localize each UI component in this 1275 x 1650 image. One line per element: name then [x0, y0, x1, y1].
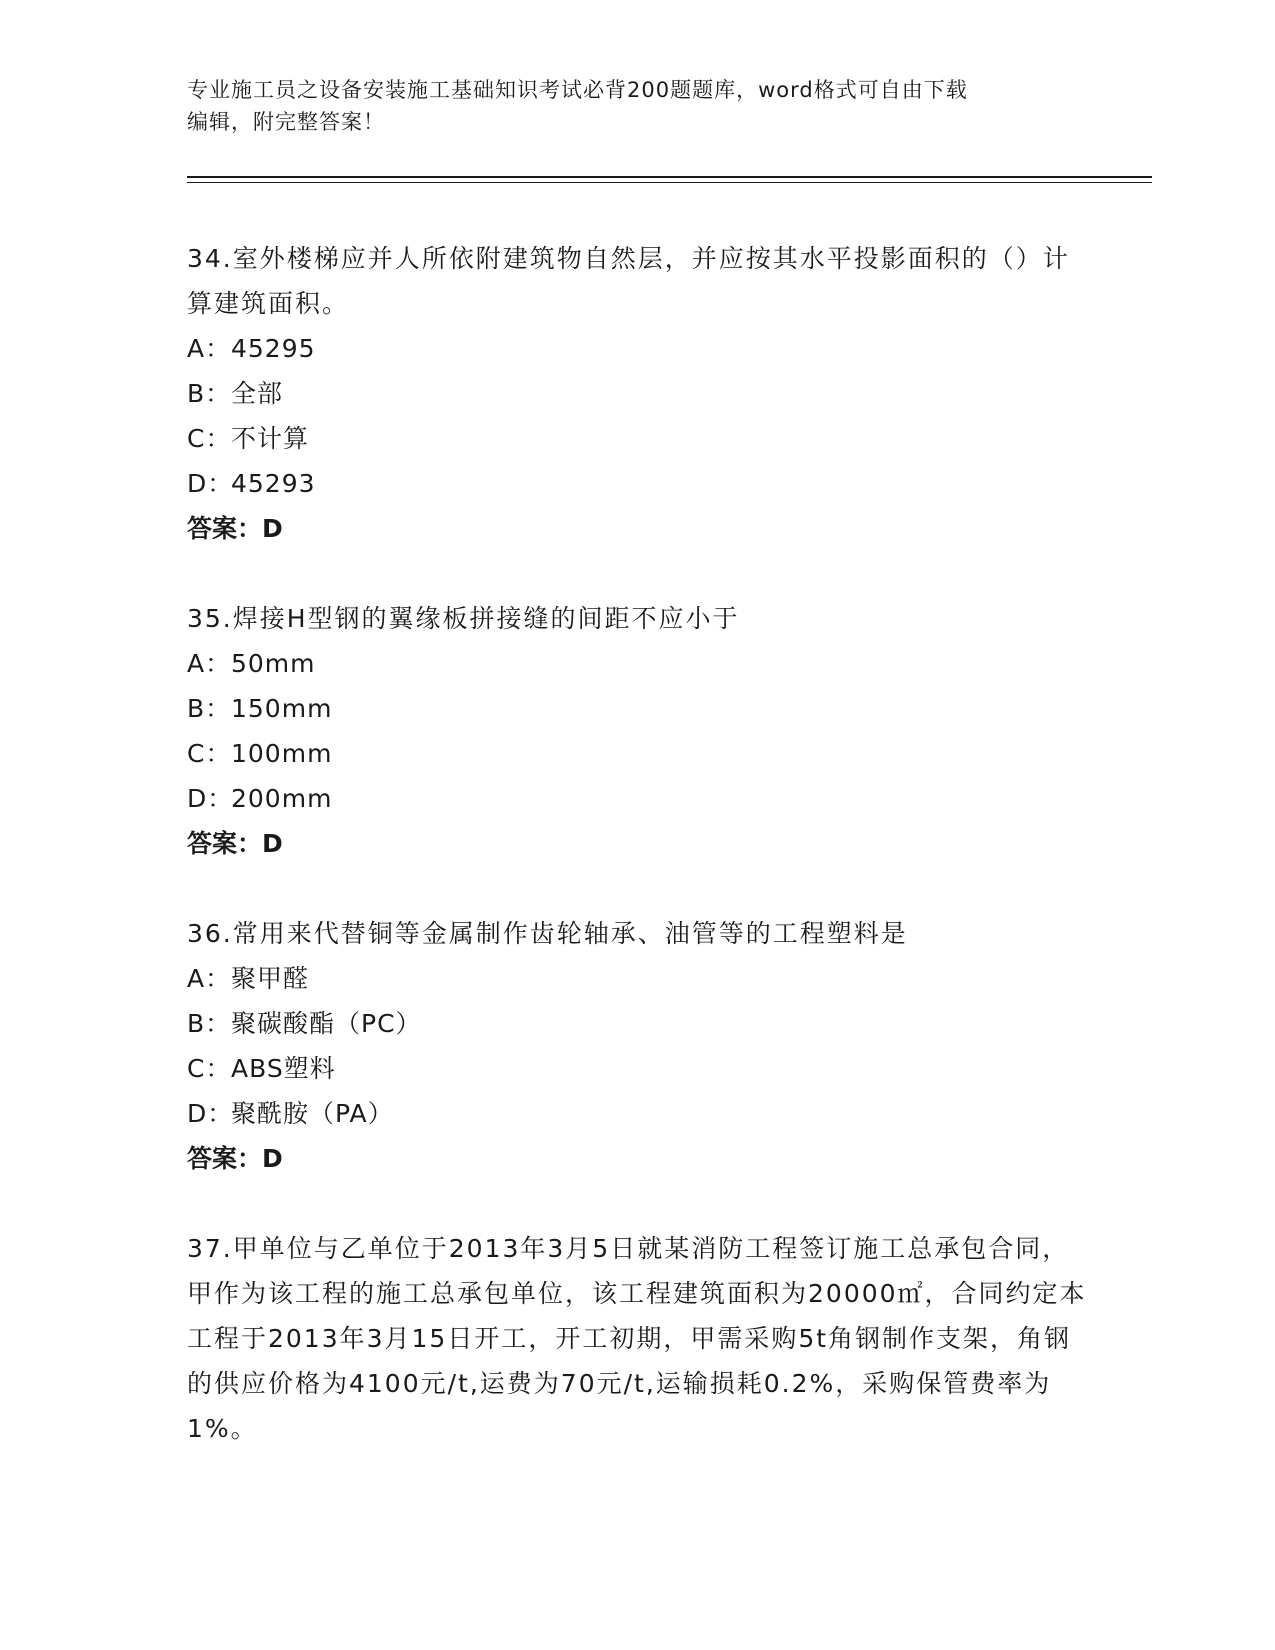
- header-title-line-2: 编辑，附完整答案！: [187, 110, 385, 134]
- option-key: D：: [187, 1099, 234, 1128]
- option-b: [187, 1001, 1087, 1046]
- question-stem: 37.甲单位与乙单位于2013年3月5日就某消防工程签订施工总承包合同，甲作为该工程的施工总承包单位，该工程建筑面积为20000㎡，合同约定本工程于2013年3月15日开工，开工初期，甲需采购5t角钢制作支架，角钢的供应价格为4100元/t,运费为70元/t,运输损耗0.2%，采购保管费率为1%。: [187, 1234, 1087, 1443]
- option-a: [187, 956, 1087, 1001]
- option-text: 聚甲醛: [231, 964, 310, 993]
- question-list: [187, 236, 1087, 1495]
- option-key: B：: [187, 379, 232, 408]
- option-d: [187, 1091, 1087, 1136]
- question-36: [187, 911, 1087, 1182]
- option-b: [187, 686, 1087, 731]
- option-text: 45293: [231, 469, 316, 498]
- option-a: [187, 326, 1087, 371]
- option-key: B：: [187, 694, 232, 723]
- option-key: C：: [187, 424, 232, 453]
- option-text: 100mm: [231, 739, 333, 768]
- option-text: 聚酰胺（PA）: [231, 1099, 394, 1128]
- question-stem: 34.室外楼梯应并人所依附建筑物自然层，并应按其水平投影面积的（）计算建筑面积。: [187, 244, 1070, 318]
- option-text: 不计算: [231, 424, 310, 453]
- option-c: [187, 1046, 1087, 1091]
- option-b: [187, 371, 1087, 416]
- option-key: A：: [187, 334, 232, 363]
- answer-label: 答案：D: [187, 514, 283, 543]
- option-key: D：: [187, 469, 234, 498]
- option-key: A：: [187, 964, 232, 993]
- header-divider-thick: [187, 176, 1152, 178]
- question-34: [187, 236, 1087, 552]
- answer-label: 答案：D: [187, 829, 283, 858]
- option-c: [187, 731, 1087, 776]
- option-text: 150mm: [231, 694, 333, 723]
- document-header: [187, 74, 1087, 138]
- option-text: 聚碳酸酯（PC）: [231, 1009, 422, 1038]
- option-text: 200mm: [231, 784, 333, 813]
- option-key: C：: [187, 1054, 232, 1083]
- option-text: ABS塑料: [231, 1054, 336, 1083]
- option-text: 全部: [231, 379, 284, 408]
- header-title-line-1: 专业施工员之设备安装施工基础知识考试必背200题题库，word格式可自由下载: [187, 78, 968, 102]
- question-37: [187, 1226, 1087, 1451]
- question-stem: 35.焊接H型钢的翼缘板拼接缝的间距不应小于: [187, 604, 740, 633]
- option-key: A：: [187, 649, 232, 678]
- option-key: C：: [187, 739, 232, 768]
- answer-label: 答案：D: [187, 1144, 283, 1173]
- header-divider-thin: [187, 182, 1152, 183]
- option-text: 50mm: [231, 649, 316, 678]
- question-stem: 36.常用来代替铜等金属制作齿轮轴承、油管等的工程塑料是: [187, 919, 908, 948]
- option-key: B：: [187, 1009, 232, 1038]
- question-35: [187, 596, 1087, 867]
- option-key: D：: [187, 784, 234, 813]
- option-a: [187, 641, 1087, 686]
- option-text: 45295: [231, 334, 316, 363]
- option-d: [187, 461, 1087, 506]
- option-c: [187, 416, 1087, 461]
- option-d: [187, 776, 1087, 821]
